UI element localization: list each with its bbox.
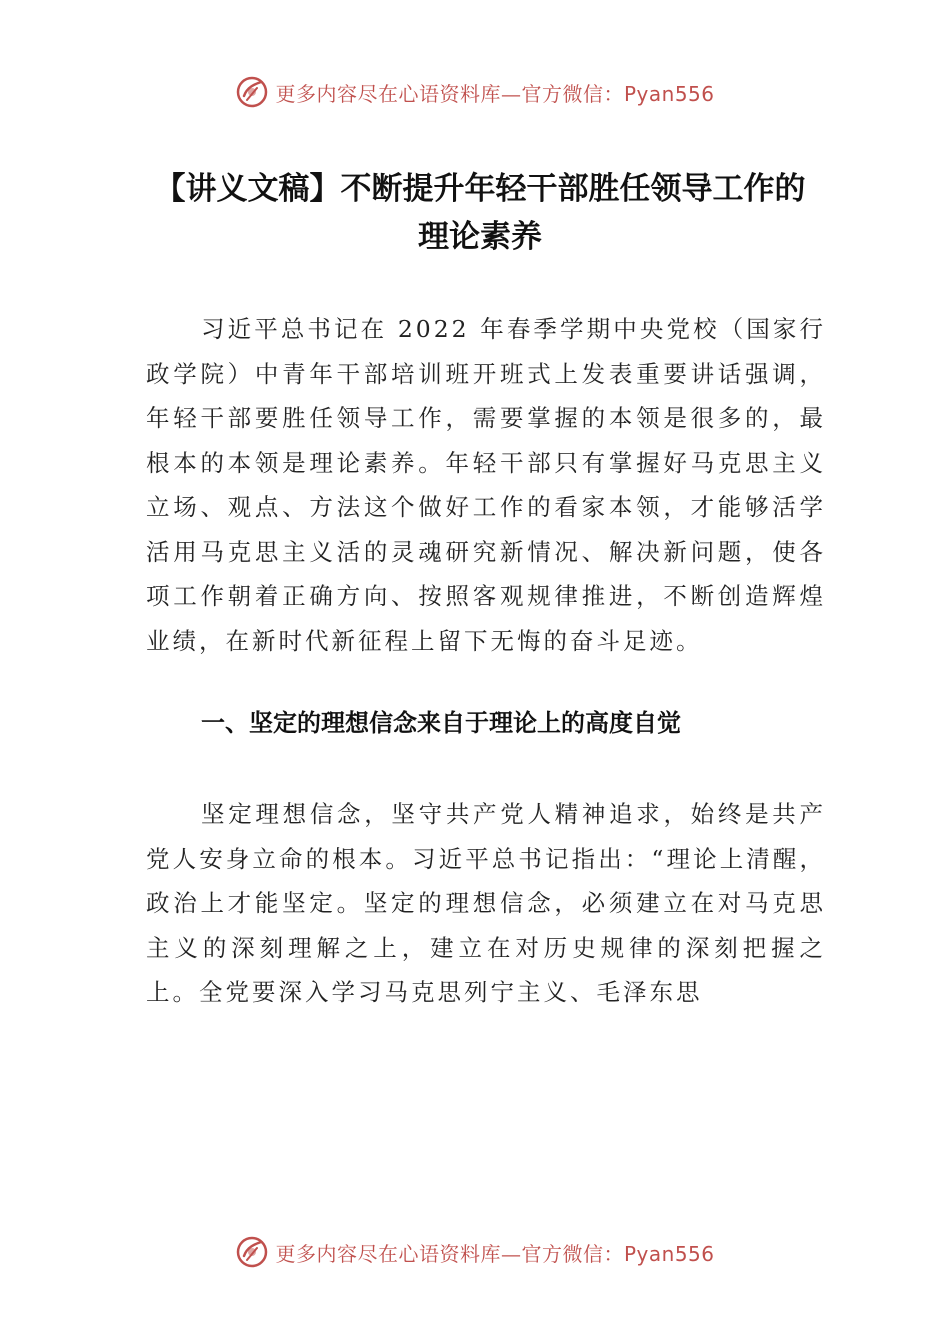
wechat-id: Pyan556	[623, 81, 715, 106]
body-paragraph: 坚定理想信念，坚守共产党人精神追求，始终是共产党人安身立命的根本。习近平总书记指出：“理论上清醒，政治上才能坚定。坚定的理想信念，必须建立在对马克思主义的深刻理解之上，建立在对历史规律的深刻把握之上。全党要深入学习马克思列宁主义、毛泽东思	[146, 800, 826, 1006]
wechat-id: Pyan556	[623, 1241, 715, 1266]
banner-text: 更多内容尽在心语资料库—官方微信：Pyan556	[275, 1241, 715, 1266]
header-banner	[0, 72, 950, 112]
body-paragraph: 习近平总书记在 2022 年春季学期中央党校（国家行政学院）中青年干部培训班开班式上发表重要讲话强调，年轻干部要胜任领导工作，需要掌握的本领是很多的，最根本的本领是理论素养。年轻干部只有掌握好马克思主义立场、观点、方法这个做好工作的看家本领，才能够活学活用马克思主义活的灵魂研究新情况、解决新问题，使各项工作朝着正确方向、按照客观规律推进，不断创造辉煌业绩，在新时代新征程上留下无悔的奋斗足迹。	[146, 315, 826, 655]
document-title: 【讲义文稿】不断提升年轻干部胜任领导工作的理论素养	[154, 171, 806, 255]
section-heading: 一、坚定的理想信念来自于理论上的高度自觉	[201, 709, 681, 737]
brand-logo-icon	[235, 75, 269, 109]
footer-banner	[0, 1232, 950, 1272]
banner-text: 更多内容尽在心语资料库—官方微信：Pyan556	[275, 81, 715, 106]
brand-logo-icon	[235, 1235, 269, 1269]
